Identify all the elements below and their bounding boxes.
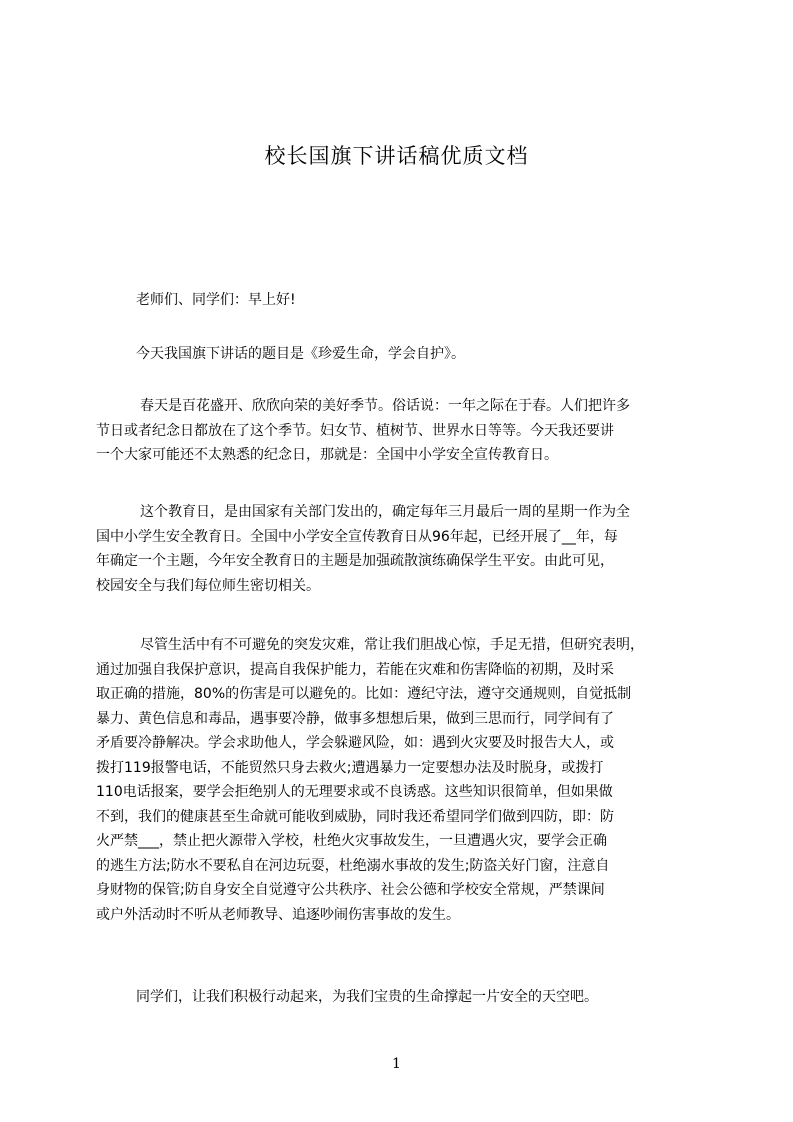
paragraph-line: 春天是百花盛开、欣欣向荣的美好季节。俗话说：一年之际在于春。人们把许多 — [140, 398, 630, 414]
topic-paragraph — [96, 342, 696, 367]
spring-paragraph — [96, 394, 696, 468]
paragraph-line: 国中小学生安全教育日。全国中小学安全宣传教育日从96年起，已经开展了__年，每 — [96, 528, 618, 545]
safety-paragraph — [96, 633, 696, 927]
paragraph-line: 尽管生活中有不可避免的突发灾难，常让我们胆战心惊，手足无措，但研究表明， — [140, 637, 644, 653]
paragraph-line: 今天我国旗下讲话的题目是《珍爱生命，学会自护》。 — [136, 346, 465, 362]
page-number: 1 — [392, 1056, 401, 1072]
paragraph-line: 一个大家可能还不太熟悉的纪念日，那就是：全国中小学安全宣传教育日。 — [96, 447, 558, 463]
paragraph-line: 110电话报案，要学会拒绝别人的无理要求或不良诱惑。这些知识很简单，但如果做 — [96, 784, 613, 800]
paragraph-line: 矛盾要冷静解决。学会求助他人，学会躲避风险，如：遇到火灾要及时报告大人，或 — [96, 735, 614, 751]
paragraph-line: 取正确的措施，80%的伤害是可以避免的。比如：遵纪守法，遵守交通规则，自觉抵制 — [96, 686, 632, 702]
paragraph-line: 暴力、黄色信息和毒品，遇事要冷静，做事多想想后果，做到三思而行，同学间有了 — [96, 710, 614, 727]
paragraph-line: 或户外活动时不听从老师教导、追逐吵闹伤害事故的发生。 — [96, 906, 460, 923]
paragraph-line: 拨打119报警电话，不能贸然只身去救火;遭遇暴力一定要想办法及时脱身，或拨打 — [96, 759, 604, 776]
paragraph-line: 不到，我们的健康甚至生命就可能收到威胁，同时我还希望同学们做到四防，即：防 — [96, 808, 614, 825]
paragraph-line: 火严禁___，禁止把火源带入学校，杜绝火灾事故发生，一旦遭遇火灾，要学会正确 — [96, 833, 607, 849]
paragraph-line: 通过加强自我保护意识，提高自我保护能力，若能在灾难和伤害降临的初期，及时采 — [96, 661, 614, 678]
paragraph-line: 年确定一个主题，今年安全教育日的主题是加强疏散演练确保学生平安。由此可见， — [96, 553, 614, 569]
paragraph-line: 校园安全与我们每位师生密切相关。 — [96, 577, 320, 594]
paragraph-line: 节日或者纪念日都放在了这个季节。妇女节、植树节、世界水日等等。今天我还要讲 — [96, 422, 614, 439]
paragraph-line: 身财物的保管;防自身安全自觉遵守公共秩序、社会公德和学校安全常规，严禁课间 — [96, 882, 605, 898]
paragraph-line: 同学们，让我们积极行动起来，为我们宝贵的生命撑起一片安全的天空吧。 — [136, 989, 598, 1005]
paragraph-line: 这个教育日，是由国家有关部门发出的，确定每年三月最后一周的星期一作为全 — [140, 504, 630, 520]
paragraph-line: 的逃生方法;防水不要私自在河边玩耍，杜绝溺水事故的发生;防盗关好门窗，注意自 — [96, 857, 610, 874]
education-day-paragraph — [96, 500, 696, 598]
greeting-paragraph — [96, 288, 696, 313]
paragraph-line: 老师们、同学们：早上好! — [136, 292, 296, 308]
document-title: 校长国旗下讲话稿优质文档 — [264, 144, 529, 168]
closing-paragraph — [96, 985, 696, 1010]
